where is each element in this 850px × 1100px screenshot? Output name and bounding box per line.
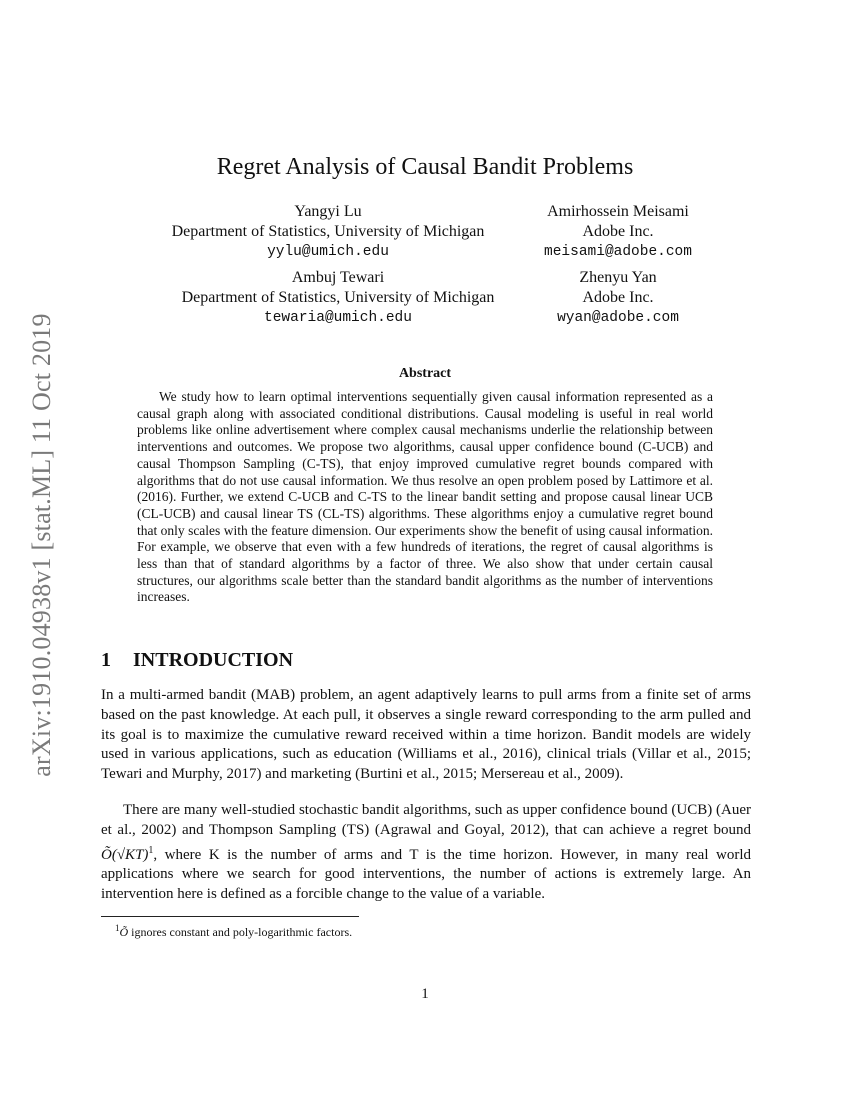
author-lu [148,202,508,262]
author-affiliation: Department of Statistics, University of Michigan [181,289,495,306]
author-name: Zhenyu Yan [579,269,657,286]
paragraph-text: There are many well-studied stochastic bandit algorithms, such as upper confidence bound (UCB) (Auer et al., 2002) and Thompson Sampling (TS) (Agrawal and Goyal, 2012), that can achieve a regret bound [101,802,751,838]
arxiv-identifier: arXiv:1910.04938v1 [stat.ML] 11 Oct 2019 [27,313,56,777]
footnote-number: 1 [115,923,120,933]
footnote-symbol: Õ [119,925,129,939]
intro-paragraph-2 [101,801,751,905]
author-name: Ambuj Tewari [291,269,385,286]
footnote-divider [101,916,359,917]
author-tewari [158,268,518,328]
paragraph-text: , where K is the number of arms and T is the time horizon. However, in many real world applications where we search for good interventions, the number of actions is extremely large. An intervention here is defined as a forcible change to the value of a variable. [101,846,751,903]
author-email: meisami@adobe.com [544,244,692,260]
regret-bound-math: Õ(√KT) [101,846,149,863]
abstract-text: We study how to learn optimal interventions sequentially given causal information represented as a causal graph along with associated conditional distributions. Causal modeling is useful in real world problems like online advertisement where complex causal mechanisms underlie the relationship between interventions and outcomes. We propose two algorithms, causal upper confidence bound (C-UCB) and causal Thompson Sampling (C-TS), that enjoy improved cumulative regret bounds compared with algorithms that do not use causal information. We thus resolve an open problem posed by Lattimore et al. (2016). Further, we extend C-UCB and C-TS to the linear bandit setting and propose causal linear UCB (CL-UCB) and causal linear TS (CL-TS) algorithms. These algorithms enjoy a cumulative regret bound that only scales with the feature dimension. Our experiments show the benefit of using causal information. For example, we observe that even with a few hundreds of iterations, the regret of causal algorithms is less than that of standard algorithms by a factor of three. We also show that under certain causal structures, our algorithms scale better than the standard bandit algorithms as the number of interventions increases. [137,389,713,605]
section-number: 1 [101,649,111,671]
footnote-marker[interactable]: 1 [148,844,154,856]
author-affiliation: Department of Statistics, University of Michigan [171,223,485,240]
author-meisami [518,202,718,262]
author-affiliation: Adobe Inc. [582,289,654,306]
section-heading [101,649,293,672]
author-email: tewaria@umich.edu [264,310,412,326]
footnote [101,921,751,940]
section-title: INTRODUCTION [133,649,294,671]
author-name: Yangyi Lu [294,203,362,220]
author-name: Amirhossein Meisami [547,203,689,220]
author-email: yylu@umich.edu [267,244,389,260]
page-number: 1 [421,986,429,1002]
paper-title: Regret Analysis of Causal Bandit Problems [216,154,634,180]
author-affiliation: Adobe Inc. [582,223,654,240]
footnote-text: ignores constant and poly-logarithmic factors. [128,925,353,939]
abstract-heading: Abstract [398,366,452,381]
author-email: wyan@adobe.com [557,310,679,326]
intro-paragraph-1: In a multi-armed bandit (MAB) problem, an agent adaptively learns to pull arms from a finite set of arms based on the past knowledge. At each pull, it observes a single reward corresponding to the arm pulled and its goal is to maximize the cumulative reward received within a time horizon. Bandit models are widely used in various applications, such as education (Williams et al., 2016), clinical trials (Villar et al., 2015; Tewari and Murphy, 2017) and marketing (Burtini et al., 2015; Mersereau et al., 2009). [101,687,751,783]
author-yan [518,268,718,328]
